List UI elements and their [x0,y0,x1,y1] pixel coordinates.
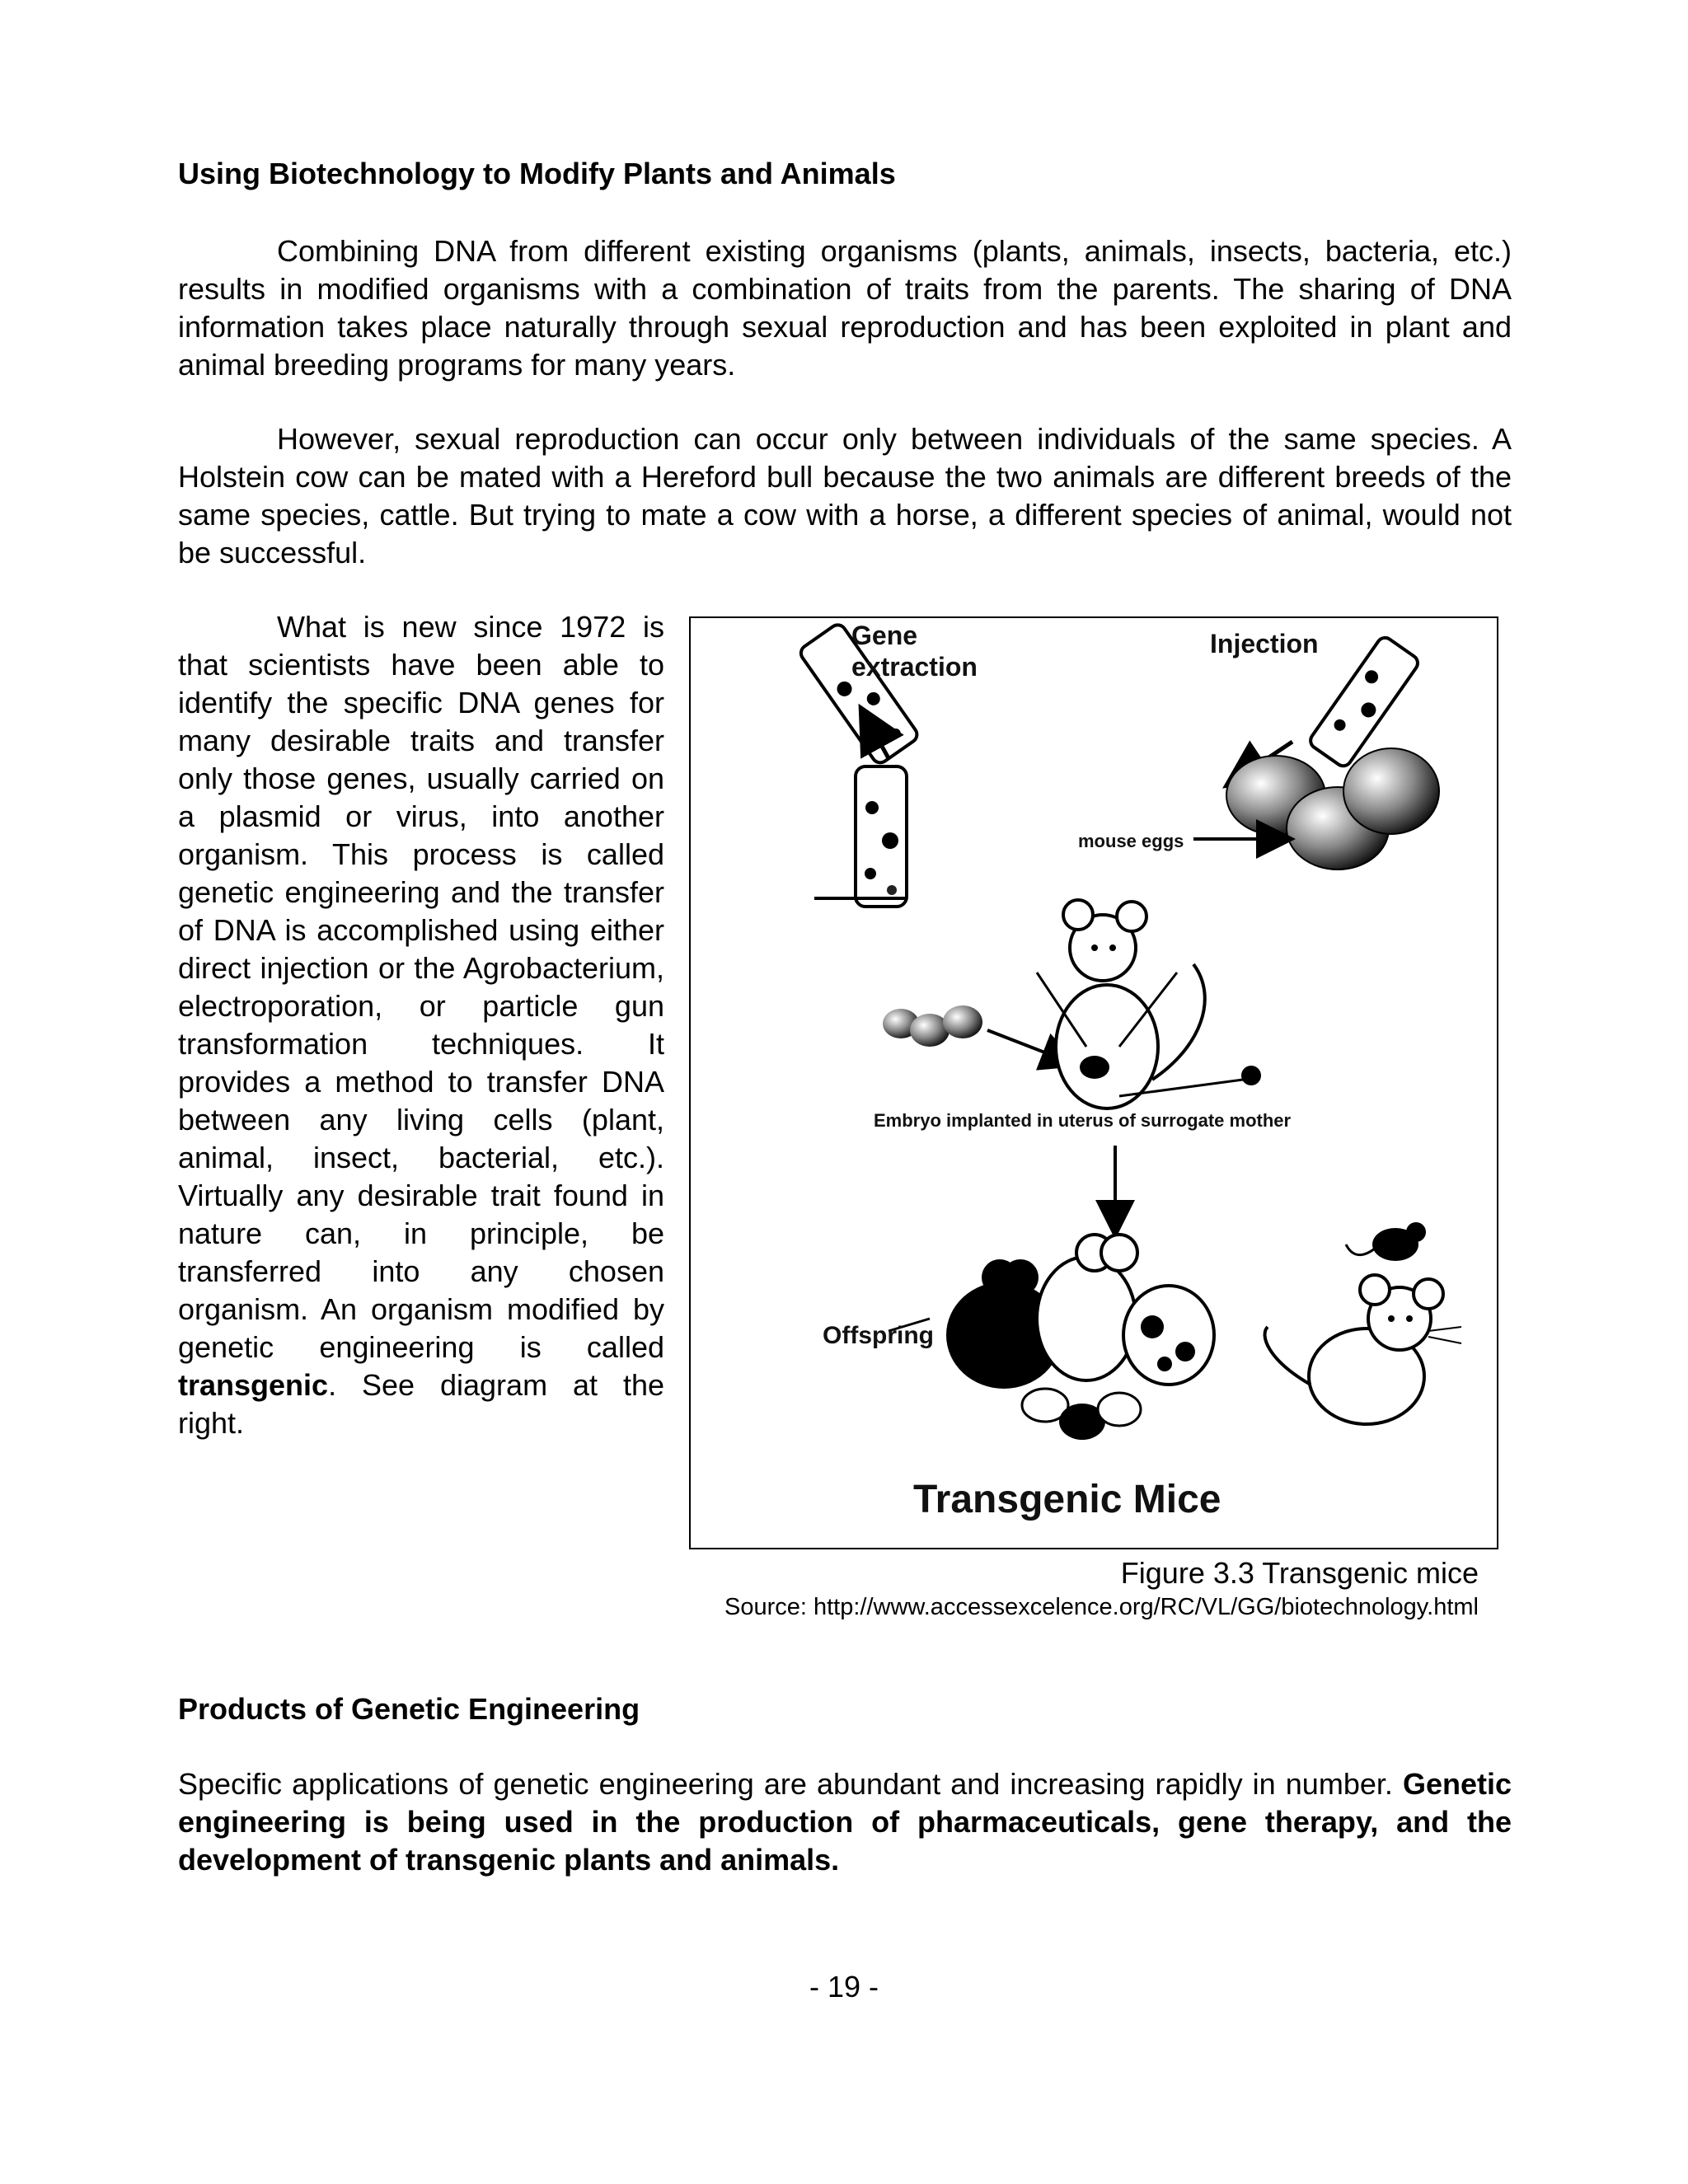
mouse-eggs-icon [1193,748,1439,869]
paragraph-genetic-engineering-text: What is new since 1972 is that scientists have been able to identify the specific DNA genes for many desirable traits and transfer only those genes, usually carried on a plasmid or virus, into another organism. This process is called genetic engineering and the transfer of DNA is accomplished using either direct injection or the Agrobacterium, electroporation, or particle gun transformation techniques. It provides a method to transfer DNA between any living cells (plant, animal, insect, bacterial, etc.). Virtually any desirable trait found in nature can, in principle, be transferred into any chosen organism. An organism modified by genetic engineering is called [178,610,664,1364]
paragraph-genetic-engineering [178,608,664,1442]
figure-title-transgenic-mice: Transgenic Mice [913,1478,1221,1521]
paragraph-applications-text: Specific applications of genetic engineering are abundant and increasing rapidly in number. [178,1767,1403,1801]
term-transgenic: transgenic [178,1368,329,1402]
transgenic-mice-diagram [691,618,1497,1548]
black-mouse-icon [1346,1222,1426,1261]
offspring-mice-icon [889,1235,1214,1440]
paragraph-combining-dna: Combining DNA from different existing organisms (plants, animals, insects, bacteria, etc.) results in modified organisms with a combination of traits from the parents. The sharing of DNA information takes place naturally through sexual reproduction and has been exploited in plant and animal breeding programs for many years. [178,234,1512,382]
label-embryo-implanted: Embryo implanted in uterus of surrogate mother [874,1110,1292,1131]
label-mouse-eggs: mouse eggs [1078,831,1184,851]
figure-source: Source: http://www.accessexcelence.org/RC/VL/GG/biotechnology.html [724,1594,1479,1620]
paragraph-applications [178,1765,1512,1879]
surrogate-mouse-icon [1037,900,1261,1108]
transgenic-mice-figure [689,616,1498,1549]
embryo-eggs-icon [883,1005,1062,1059]
white-mouse-icon [1265,1275,1461,1424]
page-number: - 19 - [809,1970,879,2004]
label-gene: Gene [851,621,918,650]
paragraph-sexual-reproduction: However, sexual reproduction can occur only between individuals of the same species. A Holstein cow can be mated with a Hereford bull because the two animals are different breeds of the same species, cattle. But trying to mate a cow with a horse, a different species of animal, would not be successful. [178,422,1512,569]
label-injection: Injection [1210,629,1319,658]
label-extraction: extraction [851,652,978,682]
section-heading-products: Products of Genetic Engineering [178,1692,640,1726]
label-offspring: Offspring [823,1322,934,1349]
figure-caption: Figure 3.3 Transgenic mice [1120,1556,1479,1590]
paragraph-applications-bold: Genetic engineering is being used in the production of pharmaceuticals, gene therapy, and the development of transgenic plants and animals. [178,1767,1512,1877]
paragraph-genetic-engineering-end: . See diagram at the right. [178,1368,664,1440]
section-heading-biotechnology: Using Biotechnology to Modify Plants and Animals [178,157,896,190]
